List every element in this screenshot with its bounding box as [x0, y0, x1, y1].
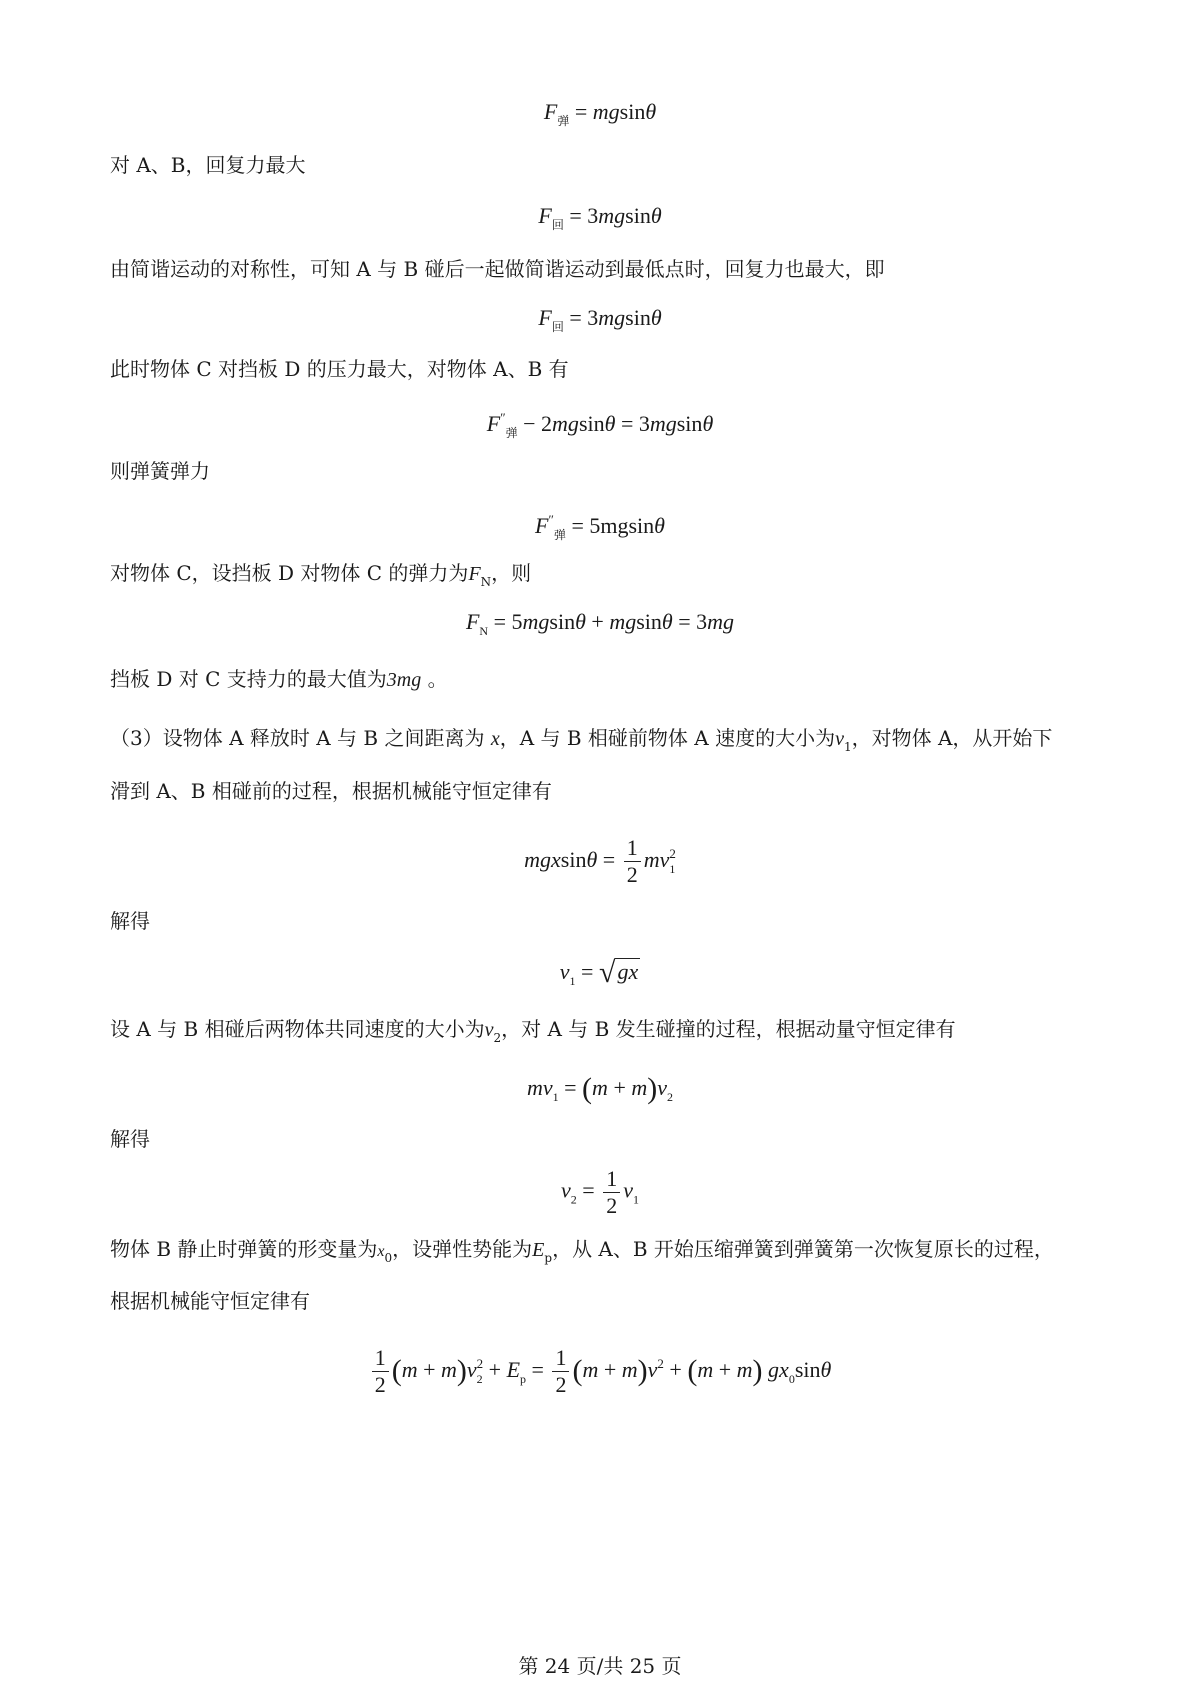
paragraph-symmetry: 由简谐运动的对称性，可知 A 与 B 碰后一起做简谐运动到最低点时，回复力也最大，即	[110, 257, 885, 281]
paragraph-max-pressure: 此时物体 C 对挡板 D 的压力最大，对物体 A、B 有	[110, 357, 569, 381]
paragraph-energy-conservation-1: 滑到 A、B 相碰前的过程，根据机械能守恒定律有	[110, 779, 552, 803]
equation-restoring-force-2: $F_回 = 3mgsin\theta$	[538, 305, 662, 334]
equation-spring-force: $F_弹 = mgsin\theta$	[543, 99, 657, 128]
equation-energy-2: $\frac{1}{2}$ $(m + m)v_2^2 + E_p$ = $\frac{1}{2}$ $(m + m)v^2 + (m + m)$ $gx_0\sin\theta$	[0, 1344, 1200, 1399]
paragraph-deformation: 物体 B 静止时弹簧的形变量为$x_0$，设弹性势能为$E_p$，从 A、B 开始压缩弹簧到弹簧第一次恢复原长的过程，	[110, 1237, 1054, 1265]
equation-restoring-force-1: $F_回 = 3mgsin\theta$	[538, 203, 662, 232]
page-footer: 第 24 页/共 25 页	[518, 1654, 682, 1678]
paragraph-energy-conservation-2: 根据机械能守恒定律有	[110, 1289, 310, 1313]
paragraph-solve-1: 解得	[110, 909, 150, 933]
equation-v1: $v_1 = √gx$	[559, 956, 639, 989]
paragraph-restoring-max: 对 A、B，回复力最大	[110, 153, 306, 177]
equation-v2: $v_2$ = $\frac{1}{2}$ $v_1$	[561, 1166, 639, 1218]
equation-force-balance: $F''_弹 - 2mgsin\theta = 3mgsin\theta$	[486, 410, 714, 440]
paragraph-solve-2: 解得	[110, 1127, 150, 1151]
equation-momentum: $mv_1 = (m + m)v_2$	[526, 1072, 674, 1105]
equation-spring-force-result: $F''_弹 = 5mgsin\theta$	[535, 512, 665, 542]
paragraph-normal-force-def: 对物体 C，设挡板 D 对物体 C 的弹力为$F_N$，则	[110, 561, 532, 589]
equation-normal-force: $F_N = 5mgsin\theta + mgsin\theta = 3mg$	[465, 609, 735, 638]
paragraph-momentum-setup: 设 A 与 B 相碰后两物体共同速度的大小为$v_2$，对 A 与 B 发生碰撞的过程，根据动量守恒定律有	[110, 1017, 956, 1045]
paragraph-max-support: 挡板 D 对 C 支持力的最大值为3mg 。	[110, 667, 448, 691]
equation-energy-1: mgxsinθ = $\frac{1}{2}$ $mv_1^2$	[524, 835, 676, 888]
paragraph-spring-force: 则弹簧弹力	[110, 459, 210, 483]
paragraph-part3-setup: （3）设物体 A 释放时 A 与 B 之间距离为 x，A 与 B 相碰前物体 A 速度的大小为$v_1$，对物体 A，从开始下	[110, 726, 1053, 754]
